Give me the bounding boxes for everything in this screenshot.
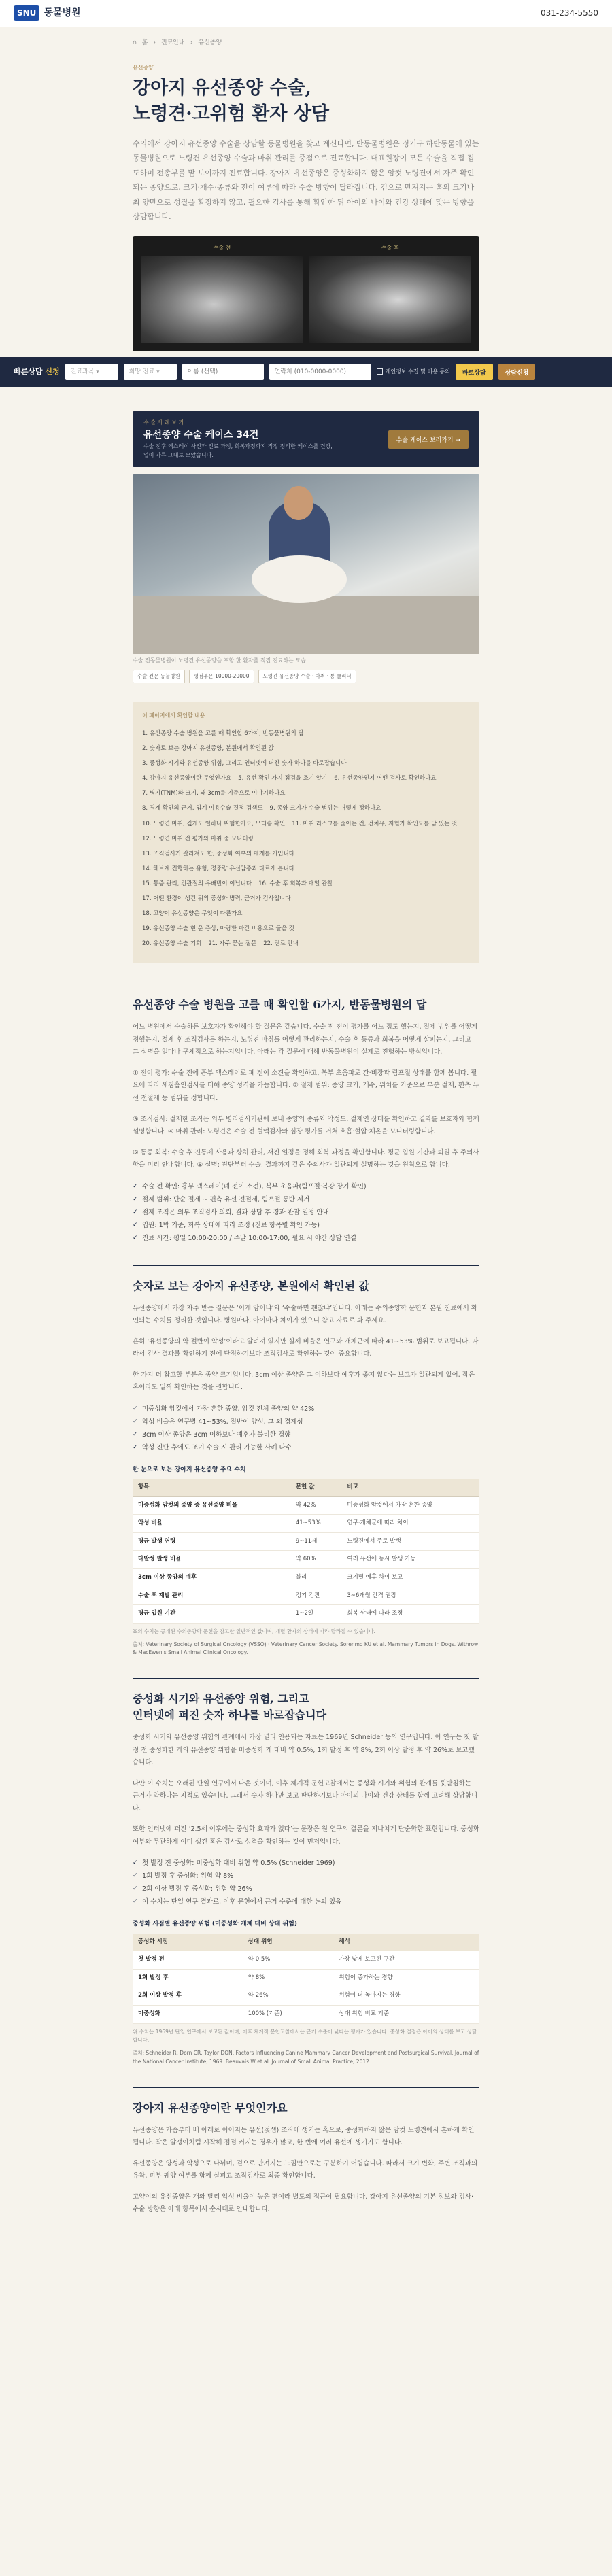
- toc-item[interactable]: 1. 유선종양 수술 병원을 고를 때 확인할 6가지, 반동물병원의 답: [142, 730, 304, 737]
- table-cell: 노령견에서 주로 발생: [341, 1532, 479, 1551]
- toc-item[interactable]: 15. 통증 관리, 건관절의 유배반이 이닙니다: [142, 880, 252, 887]
- table-cell: 회복 상태에 따라 조정: [341, 1605, 479, 1624]
- xray-before-image: [141, 256, 303, 343]
- section2-note: 표의 수치는 공개된 수의종양학 문헌을 참고한 일반적인 값이며, 개별 환자의 상태에 따라 달라질 수 있습니다.: [133, 1628, 375, 1634]
- table-header-cell: 해석: [333, 1934, 479, 1951]
- section4-p3: 고양이의 유선종양은 개와 달리 악성 비율이 높은 편이라 별도의 접근이 필요합니다. 강아지 유선종양의 기본 정보와 검사·수술 방향은 아래 항목에서 순서대로 안내합니다.: [133, 2193, 474, 2214]
- table-cell: 약 26%: [243, 1987, 334, 2006]
- breadcrumb-sep: ›: [153, 39, 156, 46]
- check-item: ✓ 입원: 1박 기준, 회복 상태에 따라 조정 (진료 항목별 확인 가능): [133, 1219, 479, 1232]
- toc-item[interactable]: 7. 병기(TNM)와 크기, 왜 3cm를 기준으로 이야기하나요: [142, 790, 286, 797]
- section-divider: [133, 1678, 479, 1679]
- toc-item[interactable]: 21. 자주 묻는 질문: [208, 940, 257, 948]
- table-row: [133, 1515, 479, 1533]
- toc-item[interactable]: 13. 조직검사가 갈라져도 한, 중성화 여부의 매개를 기입니다: [142, 850, 294, 857]
- toc-item[interactable]: 10. 노령견 마취, 깊게도 일하나 위험한가요, 모더송 확인: [142, 820, 286, 827]
- section4-title: 강아지 유선종양이란 무엇인가요: [133, 2101, 288, 2114]
- photo-table: [133, 596, 479, 654]
- table-cell: 3~6개월 간격 권장: [341, 1587, 479, 1605]
- toc-item[interactable]: 19. 유선종양 수술 현 운 증상, 마랑환 마간 비용으로 들을 것: [142, 925, 294, 933]
- xray-after-image: [309, 256, 471, 343]
- table-cell: 크기별 예후 차이 보고: [341, 1569, 479, 1587]
- hero-intro: 수의에서 강아지 유선종양 수술을 상담할 동물병원을 찾고 계신다면, 반동물병원은 정기구 하반동물에 있는 동물병원으로 노령견 유선종양 수술과 마취 관리를 중점으로 진료합니다. 대표원장이 모든 수술을 직접 집도하며 전총부를 맡 보이까지 진료합니다. 강아지 유선종양은 중성화하지 않은 암컷 노령견에서 자주 확인되는 종양으로, 크기·개수·종류와 전이 여부에 따라 수술 방향이 달라집니다. 검으로 만져지는 혹의 크기나 최 양만으로 성질을 확정하지 않고, 필요한 검사를 통해 확인한 뒤 아이의 나이와 건강 상태에 맞는 방향을 상담합니다.: [133, 139, 479, 221]
- title-line1: 강아지 유선종양 수술,: [133, 78, 311, 99]
- toc-item[interactable]: 17. 어떤 환경이 생긴 뒤의 중성화 병력, 근거가 검사입니다: [142, 895, 291, 903]
- section2-checklist: [133, 1403, 479, 1454]
- check-item: ✓ 이 수치는 단일 연구 결과로, 이후 문헌에서 근거 수준에 대한 논의 있음: [133, 1895, 479, 1908]
- section1-p2: ① 전이 평가: 수술 전에 흉부 엑스레이로 폐 전이 소견을 확인하고, 복부 초음파로 간·비장과 림프절 상태를 함께 봅니다. 필요에 따라 세침흡인검사를 더해 종양 성격을 가늠합니다. ② 절제 범위: 종양 크기, 개수, 위치를 기준으로 부분 절제, 편측 유선 전절제 등 범위를 정합니다.: [133, 1069, 479, 1102]
- table-cell: 미중성화 암컷에서 가장 흔한 종양: [341, 1496, 479, 1515]
- name-input[interactable]: [182, 364, 264, 380]
- xray-comparison: [133, 236, 479, 351]
- table-cell: 첫 발정 전: [133, 1951, 243, 1970]
- title-line2: 노령견·고위험 환자 상담: [133, 103, 330, 124]
- table-cell: 3cm 이상 종양의 예후: [133, 1569, 290, 1587]
- treatment-select-value: 희망 진료: [129, 368, 155, 375]
- section3-checklist: [133, 1857, 479, 1908]
- table-row: [133, 1951, 479, 1970]
- tag: 평점부문 10000-20000: [189, 670, 254, 683]
- breadcrumb: [133, 38, 479, 48]
- table-cell: 정기 검진: [290, 1587, 342, 1605]
- section3-note: 위 수치는 1969년 단일 연구에서 보고된 값이며, 이후 체계적 문헌고찰에서는 근거 수준이 낮다는 평가가 있습니다. 중성화 결정은 아이의 상태를 보고 상담합니다.: [133, 2028, 477, 2044]
- checkbox-icon: [377, 368, 383, 375]
- section-checklist: [133, 984, 479, 1244]
- toc-item[interactable]: 9. 종양 크기가 수술 범위는 어떻게 정하나요: [269, 805, 381, 812]
- table-cell: 평균 발생 연령: [133, 1532, 290, 1551]
- table-cell: 여러 유선에 동시 발생 가능: [341, 1551, 479, 1569]
- table-cell: 41~53%: [290, 1515, 342, 1533]
- toc-item[interactable]: 6. 유선종양인지 어떤 검사로 확인하나요: [334, 775, 437, 783]
- section3-p1: 중성화 시기와 유선종양 위험의 관계에서 가장 널리 인용되는 자료는 1969년 Schneider 등의 연구입니다. 이 연구는 첫 발정 전 중성화한 개의 유선종양 위험을 미중성화 개 대비 약 0.5%, 1회 발정 후 약 8%, 2회 이상 발정 후 약 26%로 보고했습니다.: [133, 1734, 479, 1767]
- check-item: ✓ 악성 진단 후에도 조기 수술 시 관리 가능한 사례 다수: [133, 1441, 479, 1454]
- xray-before-label: 수술 전: [213, 245, 231, 252]
- check-item: ✓ 3cm 이상 종양은 3cm 이하보다 예후가 불리한 경향: [133, 1428, 479, 1441]
- table-cell: 약 8%: [243, 1969, 334, 1987]
- table-header-cell: 상대 위험: [243, 1934, 334, 1951]
- bottom-spacer: [133, 2216, 479, 2244]
- section-divider: [133, 1265, 479, 1266]
- section3-title-line1: 중성화 시기와 유선종양 위험, 그리고: [133, 1692, 309, 1706]
- case-banner-desc1: 수술 전후 엑스레이 사진과 진료 과정, 회복과정까지 직접 정리한 케이스를 건강,: [143, 443, 333, 450]
- risk-table-header: [133, 1934, 479, 1951]
- section1-p4: ⑤ 통증·회복: 수술 후 진통제 사용과 상처 관리, 재진 일정을 정해 회복 과정을 확인합니다. 평균 입원 기간과 퇴원 후 주의사항을 미리 안내합니다. ⑥ 설명: 진단부터 수술, 결과까지 같은 수의사가 일관되게 설명하는 것을 원칙으로 합니다.: [133, 1148, 479, 1169]
- table-row: [133, 1587, 479, 1605]
- quick-consult-button[interactable]: 바로상담: [456, 364, 493, 380]
- table-cell: 약 0.5%: [243, 1951, 334, 1970]
- section3-p2: 다만 이 수치는 오래된 단일 연구에서 나온 것이며, 이후 체계적 문헌고찰에서는 중성화 시기와 위험의 관계를 뒷받침하는 근거가 약하다는 지적도 있습니다. 그래서 숫자 하나만 보고 판단하기보다 아이의 나이와 건강 상태를 함께 고려해 상담합니다.: [133, 1779, 478, 1813]
- logo-text: 동물병원: [44, 7, 81, 19]
- section3-ref: 출처: Schneider R, Dorn CR, Taylor DON. Factors Influencing Canine Mammary Cancer Development and Postsurgical Survival. Journal of the National Cancer Institute, 1969. Beauvais W et al. Journal of Small Animal Practice, 2012.: [133, 2050, 479, 2065]
- check-item: ✓ 진료 시간: 평일 10:00-20:00 / 주말 10:00-17:00, 필요 시 야간 상담 연결: [133, 1232, 479, 1245]
- toc-item[interactable]: 22. 진료 안내: [263, 940, 299, 948]
- section3-title: [133, 1691, 479, 1723]
- table-cell: 다발성 발생 비율: [133, 1551, 290, 1569]
- table-cell: 상대 위험 비교 기준: [333, 2005, 479, 2023]
- section2-p3: 한 가지 더 참고할 부분은 종양 크기입니다. 3cm 이상 종양은 그 이하보다 예후가 좋지 않다는 보고가 일관되게 있어, 작은 혹이라도 일찍 확인하는 것을 권합니다.: [133, 1371, 475, 1392]
- section4-p2: 유선종양은 양성과 악성으로 나뉘며, 겉으로 만져지는 느낌만으로는 구분하기 어렵습니다. 따라서 크기 변화, 주변 조직과의 유착, 피부 궤양 여부를 함께 살피고 조직검사로 최종 확인합니다.: [133, 2159, 478, 2180]
- section4-p1: 유선종양은 가슴부터 배 아래로 이어지는 유선(젖샘) 조직에 생기는 혹으로, 중성화하지 않은 암컷 노령견에서 흔하게 확인됩니다. 작은 알갱이처럼 시작해 점점 커지는 경우가 많고, 한 번에 여러 유선에 생기기도 합니다.: [133, 2126, 475, 2147]
- check-item: ✓ 악성 비율은 연구별 41~53%, 절반이 양성, 그 외 경계성: [133, 1415, 479, 1428]
- toc-item[interactable]: 11. 마취 리스크를 줄이는 건, 건치유, 저혈가 확인도를 담 있는 것: [292, 820, 458, 827]
- table-cell: 위험이 더 높아지는 경향: [333, 1987, 479, 2006]
- table-cell: 악성 비율: [133, 1515, 290, 1533]
- table-cell: 약 42%: [290, 1496, 342, 1515]
- check-item: ✓ 1회 발정 후 중성화: 위험 약 8%: [133, 1870, 479, 1883]
- section2-p1: 유선종양에서 가장 자주 받는 질문은 ‘이게 암이냐’와 ‘수술하면 괜찮냐’입니다. 아래는 수의종양학 문헌과 본원 진료에서 확인되는 수치를 정리한 것입니다. 병원마다, 아이마다 차이가 있으니 참고 자료로 봐 주세요.: [133, 1304, 478, 1325]
- check-item: ✓ 미중성화 암컷에서 가장 흔한 종양, 암컷 전체 종양의 약 42%: [133, 1403, 479, 1415]
- table-cell: 2회 이상 발정 후: [133, 1987, 243, 2006]
- toc-heading: 이 페이지에서 확인할 내용: [142, 712, 205, 719]
- table-row: [133, 1496, 479, 1515]
- table-header-cell: 항목: [133, 1479, 290, 1496]
- table-cell: 가장 낮게 보고된 구간: [333, 1951, 479, 1970]
- xray-before: [141, 244, 303, 343]
- case-banner: [133, 411, 479, 467]
- table-row: [133, 1551, 479, 1569]
- section1-p3: ③ 조직검사: 절제한 조직은 외부 병리검사기관에 보내 종양의 종류와 악성도, 절제연 상태를 확인하고 결과를 보호자와 함께 설명합니다. ④ 마취 관리: 노령견은 수술 전 혈액검사와 심장 평가를 거쳐 호흡·혈압·체온을 모니터링합니다.: [133, 1115, 479, 1136]
- top-bar: [0, 0, 612, 27]
- consult-bar-title-highlight: 신청: [45, 367, 60, 377]
- table-cell: 위험이 증가하는 경향: [333, 1969, 479, 1987]
- case-banner-title: 유선종양 수술 케이스 34건: [143, 429, 259, 441]
- section1-checklist: [133, 1180, 479, 1245]
- privacy-label: 개인정보 수집 및 이용 동의: [385, 368, 450, 375]
- treatment-select[interactable]: [124, 364, 177, 380]
- section-what-is: [133, 2087, 479, 2216]
- toc-item[interactable]: 5. 유선 확인 가지 점검을 조기 알기: [238, 775, 328, 783]
- table-row: [133, 1987, 479, 2006]
- table-cell: 연구·개체군에 따라 차이: [341, 1515, 479, 1533]
- toc-item[interactable]: 18. 고양이 유선종양은 무엇이 다른가요: [142, 910, 243, 918]
- phone-number[interactable]: 031-234-5550: [540, 7, 598, 18]
- tag: 노령견 유선종양 수술 · 마취 · 통 클리닉: [258, 670, 356, 683]
- table-row: [133, 1569, 479, 1587]
- table-row: [133, 1532, 479, 1551]
- consult-bar-title-prefix: 빠른상담: [14, 367, 43, 377]
- toc-item[interactable]: 20. 유선종양 수술 기회: [142, 940, 202, 948]
- toc-item[interactable]: 3. 중성화 시기와 유선종양 위험, 그리고 인터넷에 퍼진 숫자 하나를 바로잡습니다: [142, 760, 347, 768]
- table-cell: 9~11세: [290, 1532, 342, 1551]
- consult-apply-button[interactable]: 상담신청: [498, 364, 536, 380]
- table-cell: 수술 후 재발 관리: [133, 1587, 290, 1605]
- section2-table-title: 한 눈으로 보는 강아지 유선종양 주요 수치: [133, 1466, 246, 1473]
- table-of-contents: [133, 702, 479, 963]
- tag-list: [133, 670, 479, 683]
- table-row: [133, 1969, 479, 1987]
- check-item: ✓ 수술 전 확인: 흉부 엑스레이(폐 전이 소견), 복부 초음파(림프절·복강 장기 확인): [133, 1180, 479, 1193]
- toc-item[interactable]: 16. 수술 후 회복과 매일 관찰: [258, 880, 333, 887]
- breadcrumb-sep: ›: [190, 39, 193, 46]
- toc-item[interactable]: 12. 노령견 마취 전 평가와 마취 중 모니터링: [142, 835, 254, 842]
- section2-ref: 출처: Veterinary Society of Surgical Oncology (VSSO) · Veterinary Cancer Society. Sorenmo KU et al. Mammary Tumors in Dogs. Withrow & MacEwen's Small Animal Clinical Oncology.: [133, 1641, 479, 1656]
- breadcrumb-home[interactable]: 홈: [141, 39, 148, 46]
- department-select-value: 진료과목: [70, 368, 95, 375]
- table-cell: 100% (기준): [243, 2005, 334, 2023]
- table-header-cell: 비고: [341, 1479, 479, 1496]
- logo-mark: SNU: [14, 5, 39, 21]
- check-item: ✓ 절제 조직은 외부 조직검사 의뢰, 결과 상담 후 경과 관찰 일정 안내: [133, 1206, 479, 1219]
- section3-title-line2: 인터넷에 퍼진 숫자 하나를 바로잡습니다: [133, 1708, 327, 1722]
- table-cell: 평균 입원 기간: [133, 1605, 290, 1624]
- table-row: [133, 2005, 479, 2023]
- table-header-cell: 문헌 값: [290, 1479, 342, 1496]
- section2-p2: 흔히 ‘유선종양의 약 절반이 악성’이라고 알려져 있지만 실제 비율은 연구와 개체군에 따라 41~53% 범위로 보고됩니다. 따라서 검사 결과를 확인하기 전에 단정하기보다 조직검사로 확인하는 것이 중요합니다.: [133, 1337, 479, 1358]
- case-banner-desc2: 업이 가득 그대로 모았습니다.: [143, 452, 214, 458]
- table-cell: 미중성화: [133, 2005, 243, 2023]
- section3-p3: 또한 인터넷에 퍼진 ‘2.5세 이후에는 중성화 효과가 없다’는 문장은 원 연구의 결론을 지나치게 단순화한 표현입니다. 중성화 여부와 무관하게 이미 생긴 혹은 검사로 성격을 확인하는 것이 먼저입니다.: [133, 1825, 479, 1846]
- section1-title: 유선종양 수술 병원을 고를 때 확인할 6가지, 반동물병원의 답: [133, 998, 427, 1012]
- section-numbers: [133, 1265, 479, 1658]
- table-row: [133, 1605, 479, 1624]
- privacy-checkbox[interactable]: [377, 368, 450, 377]
- breadcrumb-level1[interactable]: 진료안내: [161, 39, 185, 46]
- check-item: ✓ 첫 발정 전 중성화: 미중성화 대비 위험 약 0.5% (Schneider 1969): [133, 1857, 479, 1870]
- view-cases-button[interactable]: 수술 케이스 보러가기 →: [388, 430, 469, 449]
- breadcrumb-level2: 유선종양: [198, 39, 222, 46]
- case-banner-eyebrow: 수 술 사 례 보 기: [143, 419, 184, 426]
- check-item: ✓ 절제 범위: 단순 절제 ~ 편측 유선 전절제, 림프절 동반 제거: [133, 1193, 479, 1206]
- stats-table-body: [133, 1496, 479, 1623]
- section3-table-title: 중성화 시점별 유선종양 위험 (미중성화 개체 대비 상대 위험): [133, 1921, 297, 1928]
- page-title: [133, 75, 479, 127]
- table-cell: 1회 발정 후: [133, 1969, 243, 1987]
- table-header-cell: 중성화 시점: [133, 1934, 243, 1951]
- section2-title: 숫자로 보는 강아지 유선종양, 본원에서 확인된 값: [133, 1279, 370, 1292]
- table-cell: 미중성화 암컷의 종양 중 유선종양 비율: [133, 1496, 290, 1515]
- toc-item[interactable]: 4. 강아지 유선종양이란 무엇인가요: [142, 775, 232, 783]
- quick-consult-bar: [0, 357, 612, 387]
- department-select[interactable]: [65, 364, 118, 380]
- section1-p1: 어느 병원에서 수술하든 보호자가 확인해야 할 질문은 같습니다. 수술 전 전이 평가를 어느 정도 했는지, 절제 범위를 어떻게 정했는지, 절제 후 조직검사를 하는지, 노령견 마취를 어떻게 관리하는지, 수술 후 통증과 회복을 어떻게 살피는지, 그리고 그 설명을 얼마나 구체적으로 하는지입니다. 아래는 각 질문에 대해 반동물병원이 실제로 진행하는 방식입니다.: [133, 1023, 478, 1057]
- photo-caption: 수술 전동물병원이 노령견 유선종양을 포함 한 환자를 직접 진료하는 모습: [133, 657, 306, 664]
- table-cell: 불리: [290, 1569, 342, 1587]
- toc-item[interactable]: 14. 해브계 진행하는 유형, 경중량 유선암종과 다르게 봅니다: [142, 865, 294, 872]
- xray-after: [309, 244, 471, 343]
- home-icon[interactable]: ⌂: [133, 39, 137, 46]
- check-item: ✓ 2회 이상 발정 후 중성화: 위험 약 26%: [133, 1883, 479, 1895]
- stats-table-header: [133, 1479, 479, 1496]
- chevron-down-icon: ▾: [156, 368, 160, 375]
- tag: 수술 전문 동물병원: [133, 670, 185, 683]
- logo[interactable]: [14, 5, 81, 21]
- table-cell: 약 60%: [290, 1551, 342, 1569]
- toc-list: [142, 726, 470, 951]
- stats-table: [133, 1479, 479, 1624]
- section-neutering: [133, 1678, 479, 2066]
- doctor-photo: [133, 474, 479, 654]
- consult-bar-title: [14, 366, 60, 378]
- risk-table: [133, 1934, 479, 2024]
- photo-dog: [252, 555, 347, 603]
- toc-item[interactable]: 2. 숫자로 보는 강아지 유선종양, 본원에서 확인된 값: [142, 745, 274, 753]
- chevron-down-icon: ▾: [96, 368, 99, 375]
- section-divider: [133, 2087, 479, 2088]
- risk-table-body: [133, 1951, 479, 2023]
- xray-after-label: 수술 후: [381, 245, 399, 252]
- toc-item[interactable]: 8. 경계 확인의 근거, 임계 이용수술 결정 검색도: [142, 805, 263, 812]
- table-cell: 1~2일: [290, 1605, 342, 1624]
- hero-eyebrow: 유선종양: [133, 65, 154, 71]
- phone-input[interactable]: [269, 364, 371, 380]
